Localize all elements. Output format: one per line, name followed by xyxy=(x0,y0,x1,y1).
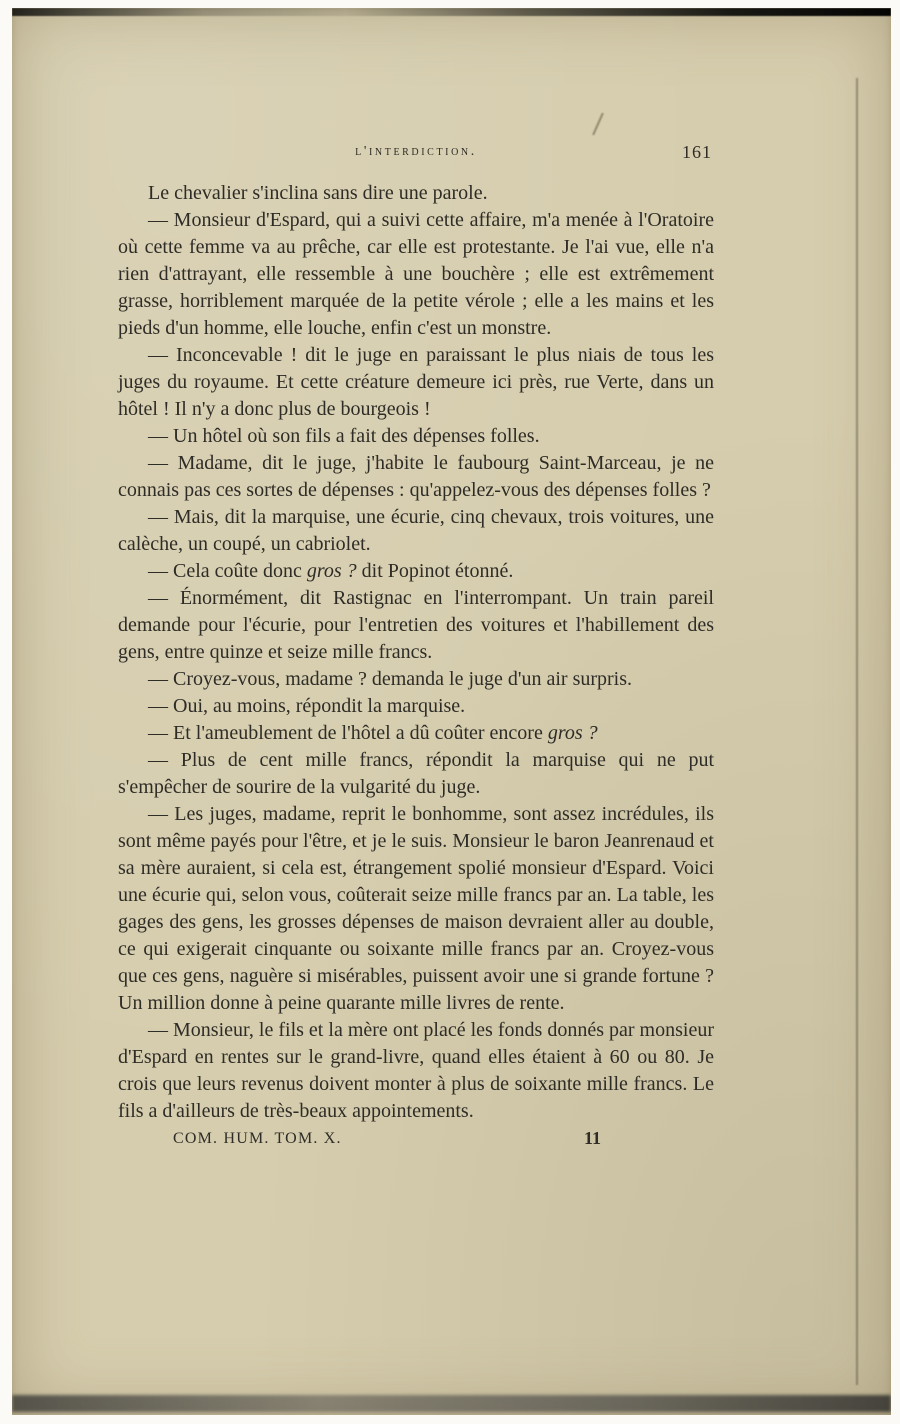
page-header xyxy=(118,144,714,168)
paragraph: — Un hôtel où son fils a fait des dépenses folles. xyxy=(148,425,540,447)
paragraph: — Monsieur d'Espard, qui a suivi cette affaire, m'a menée à l'Oratoire où cette femme va au prêche, car elle est protestante. Je l'ai vue, elle n'a rien d'attrayant, elle ressemble à une bouchère ; elle est extrêmement grasse, horriblement marquée de la petite vérole ; elle a les mains et les pieds d'un homme, elle louche, enfin c'est un monstre. xyxy=(118,209,714,339)
paragraph: — Plus de cent mille francs, répondit la marquise qui ne put s'empêcher de sourire de la vulgarité du juge. xyxy=(118,749,714,798)
scan-artifact-bottom-edge xyxy=(12,1395,891,1412)
text-column xyxy=(118,8,714,1160)
paragraph: — Les juges, madame, reprit le bonhomme, sont assez incrédules, ils sont même payés pour l'être, et je le suis. Monsieur le baron Jeanrenaud et sa mère auraient, si cela est, étrangement spolié monsieur d'Espard. Voici une écurie qui, selon vous, coûterait seize mille francs par an. La table, les gages des gens, les grosses dépenses de maison devraient aller au double, ce qui exigerait cinquante ou soixante mille francs par an. Croyez-vous que ces gens, naguère si misérables, puissent avoir une si grande fortune ? Un million donne à peine quarante mille livres de rente. xyxy=(118,803,714,1014)
paragraph: — Croyez-vous, madame ? demanda le juge d'un air surpris. xyxy=(148,668,633,690)
paragraph: — Cela coûte donc gros ? dit Popinot étonné. xyxy=(148,560,514,582)
paragraph: — Inconcevable ! dit le juge en paraissant le plus niais de tous les juges du royaume. Et cette créature demeure ici près, rue Verte, dans un hôtel ! Il n'y a donc plus de bourgeois ! xyxy=(118,344,714,420)
scan-artifact-right-line xyxy=(856,78,858,1385)
paragraph: — Et l'ameublement de l'hôtel a dû coûter encore gros ? xyxy=(148,722,598,744)
footer-sheet-number: 11 xyxy=(584,1128,602,1148)
paragraph: — Monsieur, le fils et la mère ont placé les fonds donnés par monsieur d'Espard en rentes sur le grand-livre, quand elles étaient à 60 ou 80. Je crois que leurs revenus doivent monter à plus de soixante mille francs. Le fils a d'ailleurs de très-beaux appointements. xyxy=(118,1019,714,1122)
page-number: 161 xyxy=(682,142,712,162)
paragraph: Le chevalier s'inclina sans dire une parole. xyxy=(148,182,488,204)
paragraph: — Énormément, dit Rastignac en l'interrompant. Un train pareil demande pour l'écurie, pour l'entretien des voitures et l'habillement des gens, entre quinze et seize mille francs. xyxy=(118,587,714,663)
page-text xyxy=(118,180,714,1125)
footer-signature: COM. HUM. TOM. X. xyxy=(173,1130,342,1147)
page-footer xyxy=(118,1130,714,1160)
running-title: l'interdiction. xyxy=(355,144,477,159)
paragraph: — Mais, dit la marquise, une écurie, cinq chevaux, trois voitures, une calèche, un coupé, un cabriolet. xyxy=(118,506,714,555)
paragraph: — Oui, au moins, répondit la marquise. xyxy=(148,695,466,717)
scanned-page xyxy=(12,8,891,1415)
paragraph: — Madame, dit le juge, j'habite le faubourg Saint-Marceau, je ne connais pas ces sortes de dépenses : qu'appelez-vous des dépenses folles ? xyxy=(118,452,714,501)
